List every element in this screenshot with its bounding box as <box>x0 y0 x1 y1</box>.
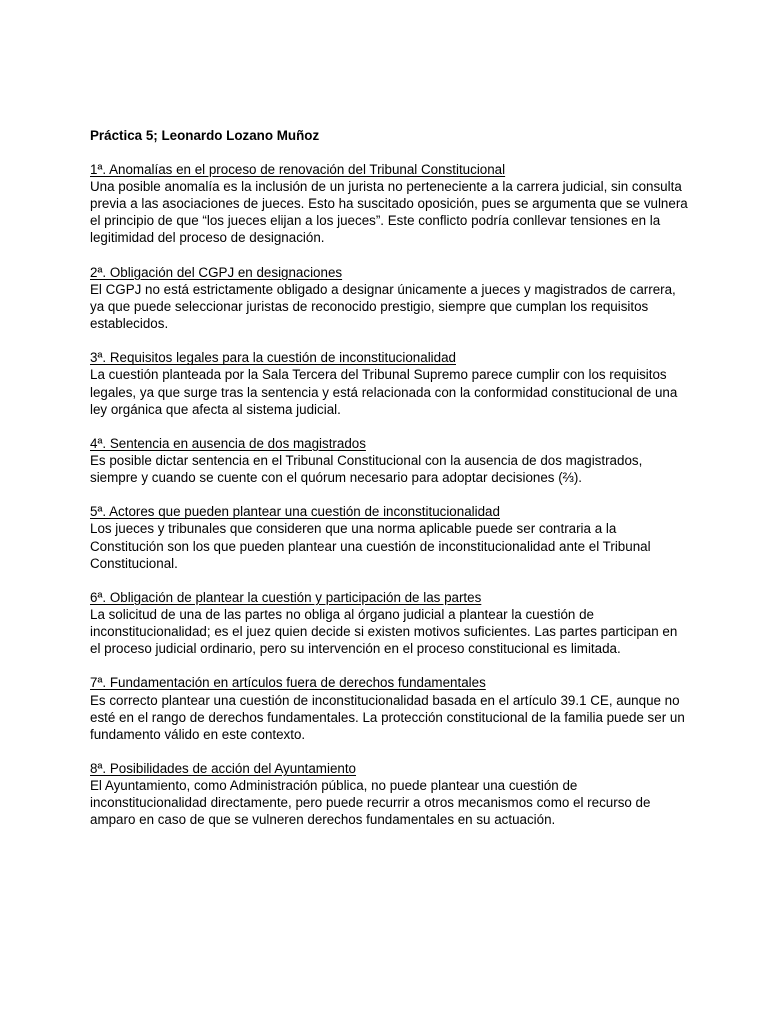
document-title: Práctica 5; Leonardo Lozano Muñoz <box>90 128 320 143</box>
section-heading: 5ª. Actores que pueden plantear una cuestión de inconstitucionalidad <box>90 504 500 520</box>
section-heading: 4ª. Sentencia en ausencia de dos magistrados <box>90 435 366 451</box>
section-body: El Ayuntamiento, como Administración pública, no puede plantear una cuestión de inconstitucionalidad directamente, pero puede recurrir a otros mecanismos como el recurso de amparo en caso de que se vulneren derechos fundamentales en su actuación. <box>90 778 651 828</box>
section-body: Es posible dictar sentencia en el Tribunal Constitucional con la ausencia de dos magistrados, siempre y cuando se cuente con el quórum necesario para adoptar decisiones (⅔). <box>90 452 643 486</box>
section-3 <box>90 349 690 417</box>
section-heading: 1ª. Anomalías en el proceso de renovación del Tribunal Constitucional <box>90 162 506 178</box>
section-7 <box>90 674 690 742</box>
section-1 <box>90 161 690 246</box>
section-4 <box>90 435 690 486</box>
section-heading: 3ª. Requisitos legales para la cuestión de inconstitucionalidad <box>90 350 456 366</box>
section-body: Una posible anomalía es la inclusión de un jurista no perteneciente a la carrera judicial, sin consulta previa a las asociaciones de jueces. Esto ha suscitado oposición, pues se argumenta que se vulnera el principio de que “los jueces elijan a los jueces”. Este conflicto podría conllevar tensiones en la legitimidad del proceso de designación. <box>90 179 688 246</box>
section-body: Los jueces y tribunales que consideren que una norma aplicable puede ser contraria a la Constitución son los que pueden plantear una cuestión de inconstitucionalidad ante el Tribunal Constitucional. <box>90 521 651 571</box>
section-body: El CGPJ no está estrictamente obligado a designar únicamente a jueces y magistrados de carrera, ya que puede seleccionar juristas de reconocido prestigio, siempre que cumplan los requisitos establecidos. <box>90 281 676 332</box>
section-5 <box>90 503 690 571</box>
section-heading: 2ª. Obligación del CGPJ en designaciones <box>90 264 343 280</box>
section-body: La cuestión planteada por la Sala Tercera del Tribunal Supremo parece cumplir con los requisitos legales, ya que surge tras la sentencia y está relacionada con la conformidad constitucional de una ley orgánica que afecta al sistema judicial. <box>90 367 678 417</box>
section-8 <box>90 760 690 828</box>
section-heading: 7ª. Fundamentación en artículos fuera de derechos fundamentales <box>90 675 486 691</box>
section-6 <box>90 589 690 657</box>
section-body: Es correcto plantear una cuestión de inconstitucionalidad basada en el artículo 39.1 CE, aunque no esté en el rango de derechos fundamentales. La protección constitucional de la familia puede ser un fundamento válido en este contexto. <box>90 692 685 742</box>
section-body: La solicitud de una de las partes no obliga al órgano judicial a plantear la cuestión de inconstitucionalidad; es el juez quien decide si existen motivos suficientes. Las partes participan en el proceso judicial ordinario, pero su intervención en el proceso constitucional es limitada. <box>90 607 678 657</box>
section-heading: 8ª. Posibilidades de acción del Ayuntamiento <box>90 761 357 777</box>
document-page <box>90 127 690 846</box>
section-2 <box>90 264 690 332</box>
section-heading: 6ª. Obligación de plantear la cuestión y participación de las partes <box>90 589 482 605</box>
